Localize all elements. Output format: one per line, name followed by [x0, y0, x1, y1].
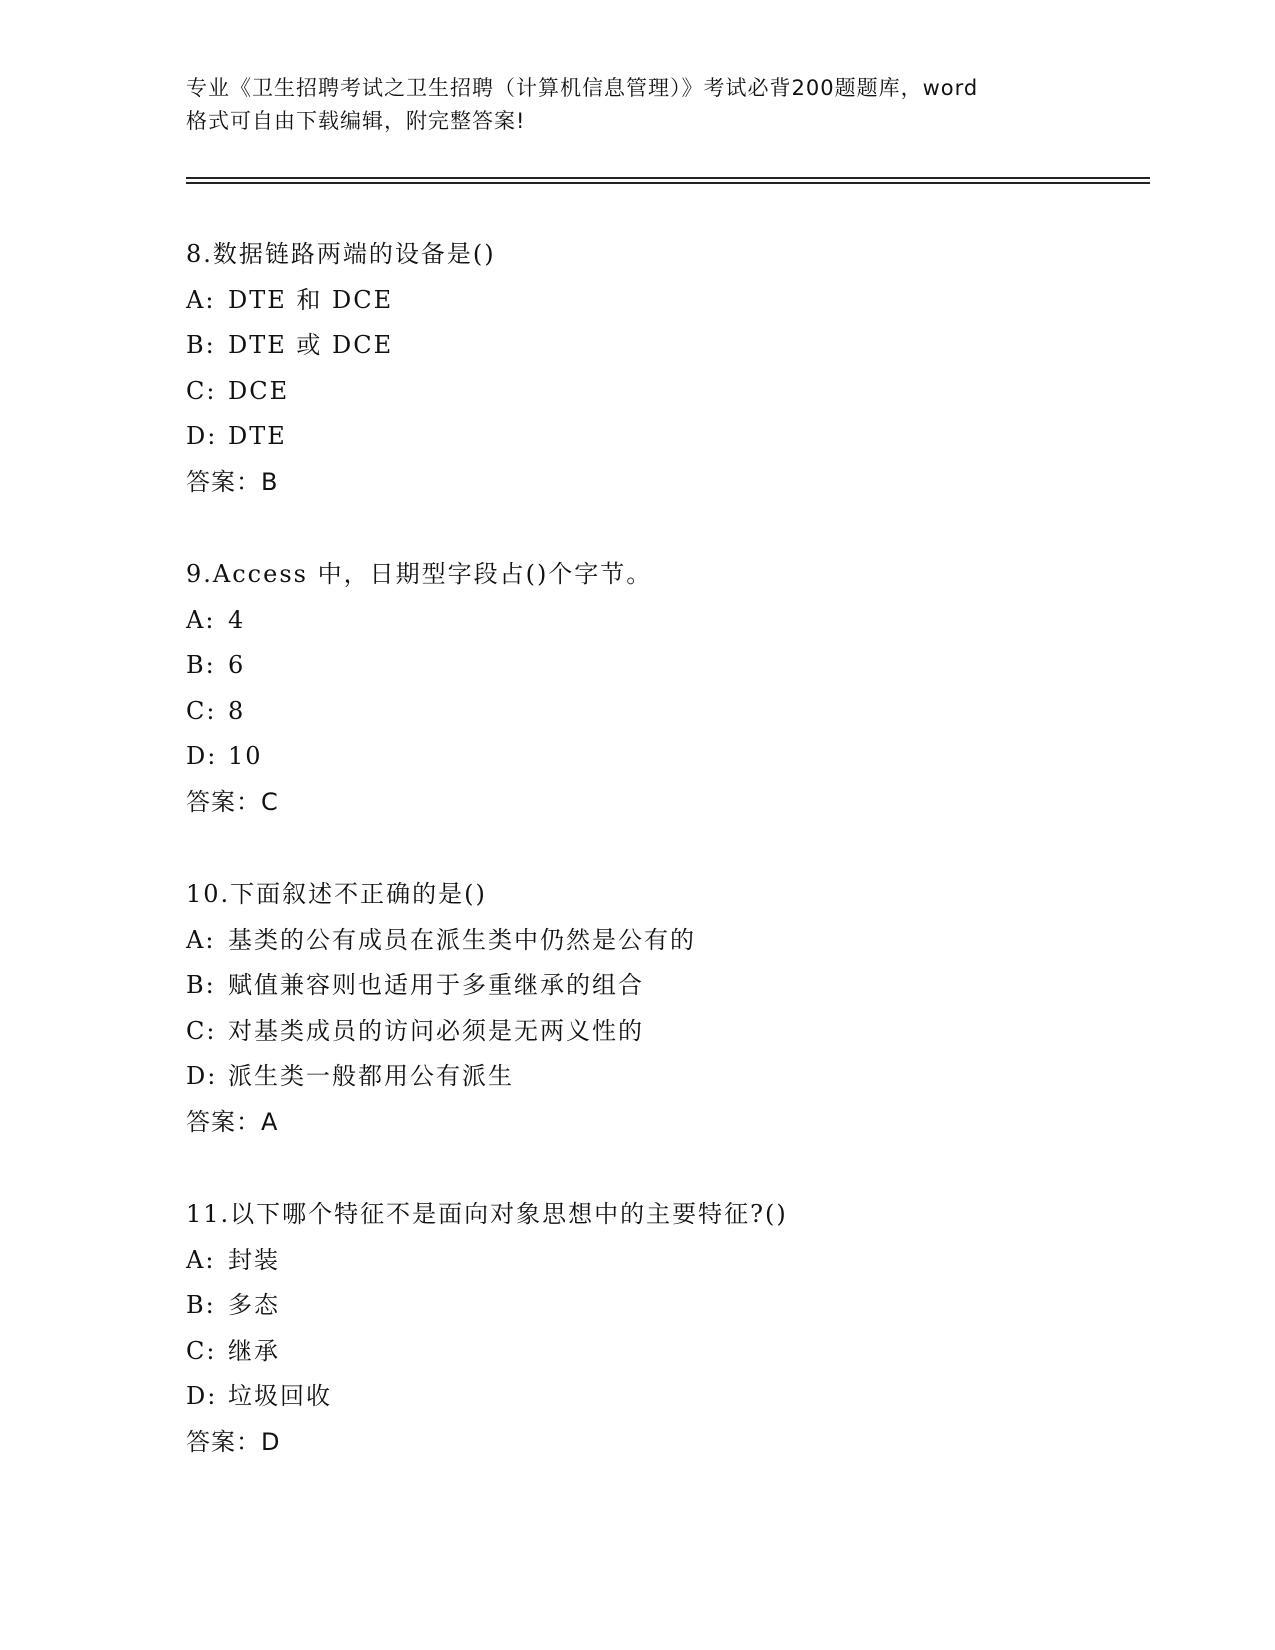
option-label: D:	[186, 742, 218, 770]
option-label: B:	[186, 1291, 216, 1319]
option-text: 基类的公有成员在派生类中仍然是公有的	[228, 925, 696, 954]
option-label: C:	[186, 1016, 217, 1045]
option-text: DTE	[228, 422, 287, 450]
option-c	[186, 1329, 1186, 1375]
option-label: A:	[186, 285, 216, 314]
option-label: C:	[186, 1336, 217, 1365]
option-text: 多态	[228, 1291, 280, 1319]
option-label: C:	[186, 696, 217, 725]
question-block	[186, 232, 1186, 505]
option-d	[186, 734, 1186, 780]
header-divider-bottom	[186, 182, 1150, 184]
option-text: 6	[228, 651, 246, 679]
header-divider-top	[186, 177, 1150, 179]
question-stem: 9.Access 中，日期型字段占()个字节。	[186, 560, 653, 588]
option-label: A:	[186, 605, 216, 634]
option-a	[186, 598, 1186, 644]
option-a	[186, 1238, 1186, 1284]
option-c	[186, 369, 1186, 415]
option-d	[186, 1374, 1186, 1420]
option-c	[186, 1009, 1186, 1055]
option-label: A:	[186, 925, 216, 954]
option-text: DCE	[228, 376, 290, 405]
option-d	[186, 1054, 1186, 1100]
question-stem: 10.下面叙述不正确的是()	[186, 880, 487, 908]
option-b	[186, 963, 1186, 1009]
option-a	[186, 278, 1186, 324]
document-header	[186, 72, 1086, 138]
answer-line: 答案：D	[186, 1427, 281, 1456]
answer-line: 答案：C	[186, 787, 279, 816]
option-text: 封装	[228, 1245, 280, 1274]
option-label: B:	[186, 331, 216, 359]
option-b	[186, 323, 1186, 369]
question-stem: 11.以下哪个特征不是面向对象思想中的主要特征?()	[186, 1200, 788, 1228]
header-line-1: 专业《卫生招聘考试之卫生招聘（计算机信息管理）》考试必背200题题库，word	[186, 76, 979, 100]
option-label: B:	[186, 971, 216, 999]
option-b	[186, 1283, 1186, 1329]
option-text: 对基类成员的访问必须是无两义性的	[228, 1016, 644, 1045]
option-label: D:	[186, 1062, 218, 1090]
option-text: 赋值兼容则也适用于多重继承的组合	[228, 971, 644, 999]
option-text: 垃圾回收	[228, 1382, 332, 1410]
option-text: DTE 和 DCE	[228, 285, 394, 314]
option-label: D:	[186, 1382, 218, 1410]
option-a	[186, 918, 1186, 964]
option-b	[186, 643, 1186, 689]
question-block	[186, 552, 1186, 825]
question-block	[186, 872, 1186, 1145]
header-line-2: 格式可自由下载编辑，附完整答案!	[186, 109, 526, 133]
question-block	[186, 1192, 1186, 1465]
option-text: 8	[228, 696, 246, 725]
option-label: B:	[186, 651, 216, 679]
option-text: DTE 或 DCE	[228, 331, 394, 359]
option-text: 10	[228, 742, 263, 770]
answer-line: 答案：A	[186, 1107, 279, 1136]
option-text: 继承	[228, 1336, 280, 1365]
question-stem: 8.数据链路两端的设备是()	[186, 240, 496, 268]
option-d	[186, 414, 1186, 460]
option-c	[186, 689, 1186, 735]
option-text: 派生类一般都用公有派生	[228, 1062, 514, 1090]
option-text: 4	[228, 605, 246, 634]
option-label: D:	[186, 422, 218, 450]
option-label: A:	[186, 1245, 216, 1274]
answer-line: 答案：B	[186, 467, 279, 496]
option-label: C:	[186, 376, 217, 405]
